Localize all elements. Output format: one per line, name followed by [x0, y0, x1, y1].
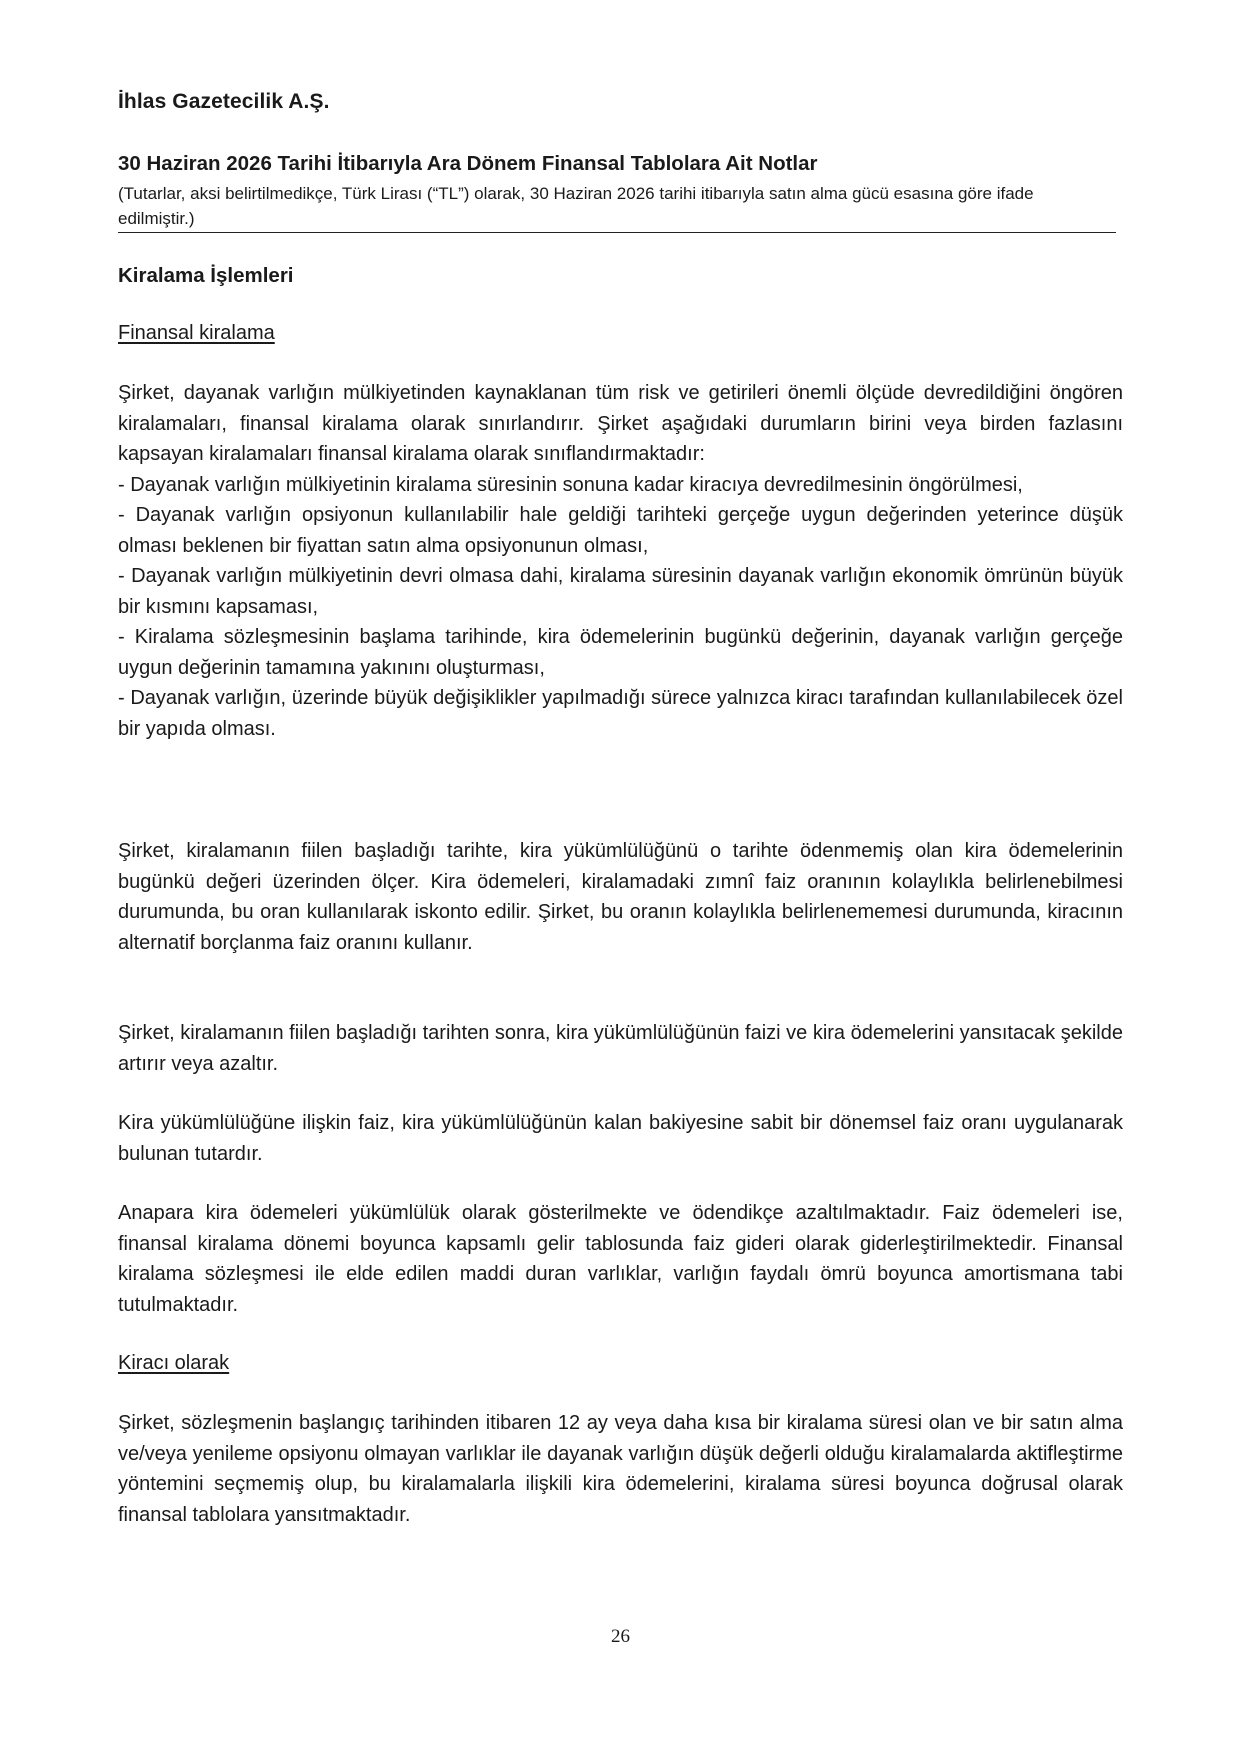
- paragraph: Şirket, kiralamanın fiilen başladığı tarihten sonra, kira yükümlülüğünün faizi ve kira ödemelerini yansıtacak şekilde artırır veya azaltır.: [118, 1022, 1123, 1075]
- financial-leasing-intro-block: [118, 378, 1123, 744]
- company-name: İhlas Gazetecilik A.Ş.: [118, 90, 330, 113]
- paragraph: Şirket, sözleşmenin başlangıç tarihinden itibaren 12 ay veya daha kısa bir kiralama süresi olan ve bir satın alma ve/veya yenileme opsiyonu olmayan varlıklar ile dayanak varlığın düşük değerli olduğu kiralamalarda aktifleştirme yöntemini seçmemiş olup, bu kiralamalarla ilişkili kira ödemelerini, kiralama süresi boyunca doğrusal olarak finansal tablolara yansıtmaktadır.: [118, 1412, 1123, 1526]
- list-item: - Dayanak varlığın, üzerinde büyük değişiklikler yapılmadığı sürece yalnızca kiracı tarafından kullanılabilecek özel bir yapıda olması.: [118, 687, 1123, 740]
- paragraph: Anapara kira ödemeleri yükümlülük olarak gösterilmekte ve ödendikçe azaltılmaktadır. Faiz ödemeleri ise, finansal kiralama dönemi boyunca kapsamlı gelir tablosunda faiz gideri olarak giderleştirilmektedir. Finansal kiralama sözleşmesi ile elde edilen maddi duran varlıklar, varlığın faydalı ömrü boyunca amortismana tabi tutulmaktadır.: [118, 1202, 1123, 1316]
- header-divider: [118, 232, 1116, 233]
- paragraph: Kira yükümlülüğüne ilişkin faiz, kira yükümlülüğünün kalan bakiyesine sabit bir dönemsel faiz oranı uygulanarak bulunan tutardır.: [118, 1112, 1123, 1165]
- subheading-lessee: Kiracı olarak: [118, 1352, 230, 1374]
- list-item: - Dayanak varlığın mülkiyetinin devri olmasa dahi, kiralama süresinin dayanak varlığın ekonomik ömrünün büyük bir kısmını kapsaması,: [118, 565, 1123, 618]
- list-item: - Kiralama sözleşmesinin başlama tarihinde, kira ödemelerinin bugünkü değerinin, dayanak varlığın gerçeğe uygun değerinin tamamına yakınını oluşturması,: [118, 626, 1123, 679]
- list-item: - Dayanak varlığın opsiyonun kullanılabilir hale geldiği tarihteki gerçeğe uygun değerinden yeterince düşük olması beklenen bir fiyattan satın alma opsiyonunun olması,: [118, 504, 1123, 557]
- section-heading: Kiralama İşlemleri: [118, 264, 294, 287]
- paragraph: Şirket, kiralamanın fiilen başladığı tarihte, kira yükümlülüğünü o tarihte ödenmemiş olan kira ödemelerinin bugünkü değeri üzerinden ölçer. Kira ödemeleri, kiralamadaki zımnî faiz oranının kolaylıkla belirlenebilmesi durumunda, bu oran kullanılarak iskonto edilir. Şirket, bu oranın kolaylıkla belirlenememesi durumunda, kiracının alternatif borçlanma faiz oranını kullanır.: [118, 840, 1123, 954]
- document-subtitle: (Tutarlar, aksi belirtilmedikçe, Türk Lirası (“TL”) olarak, 30 Haziran 2026 tarihi itibarıyla satın alma gücü esasına göre ifade edilmiştir.): [118, 184, 1034, 228]
- page-number: 26: [611, 1626, 630, 1647]
- paragraph: Şirket, dayanak varlığın mülkiyetinden kaynaklanan tüm risk ve getirileri önemli ölçüde devredildiğini öngören kiralamaları, finansal kiralama olarak sınırlandırır. Şirket aşağıdaki durumların birini veya birden fazlasını kapsayan kiralamaları finansal kiralama olarak sınıflandırmaktadır:: [118, 382, 1123, 465]
- list-item: - Dayanak varlığın mülkiyetinin kiralama süresinin sonuna kadar kiracıya devredilmesinin öngörülmesi,: [118, 473, 1023, 496]
- document-title: 30 Haziran 2026 Tarihi İtibarıyla Ara Dönem Finansal Tablolara Ait Notlar: [118, 152, 818, 175]
- subheading-financial-leasing: Finansal kiralama: [118, 322, 275, 344]
